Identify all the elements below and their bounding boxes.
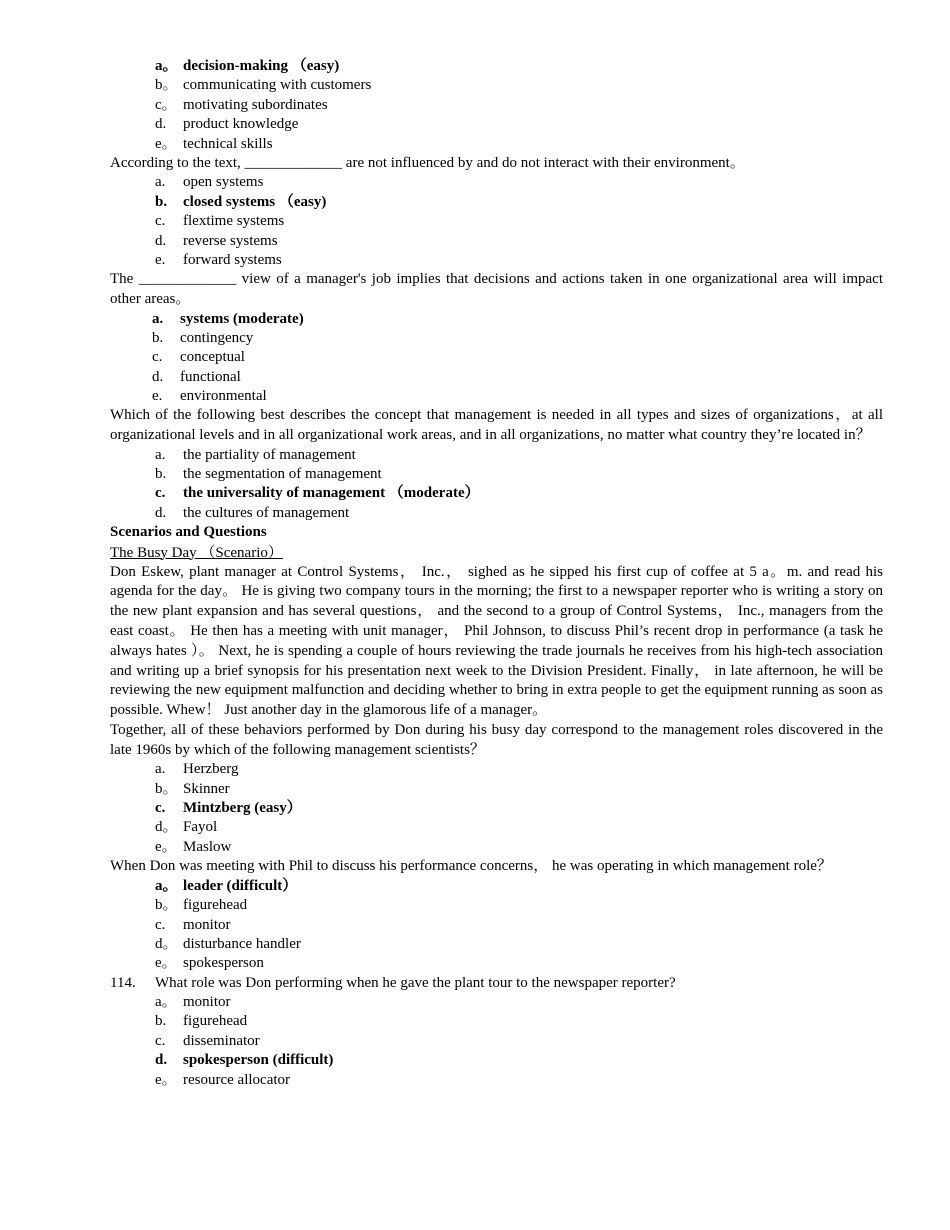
option-b xyxy=(110,76,883,95)
question-options xyxy=(110,57,883,154)
option-e xyxy=(110,954,883,973)
scenario-paragraph: Don Eskew, plant manager at Control Systems， Inc.， sighed as he sipped his first cup of coffee at 5 a。m. and read his agenda for the day。 He is giving two company tours in the morning; the first to a newspaper reporter who is writing a story on the new plant expansion and has several questions， and the second to a group of Control Systems， Inc., managers from the east coast。 He then has a meeting with unit manager， Phil Johnson, to discuss Phil’s recent drop in performance (a task he always hates ）。 Next, he is spending a couple of hours reviewing the trade journals he receives from his high-tech association and writing up a brief synopsis for his presentation next week to the Division President. Finally， in late afternoon, he will be reviewing the new equipment malfunction and deciding whether to bring in extra people to get the equipment running as soon as possible. Whew！ Just another day in the glamorous life of a manager。 xyxy=(110,563,883,719)
option-text: Herzberg xyxy=(183,761,239,778)
option-c xyxy=(110,799,883,818)
option-text: resource allocator xyxy=(183,1071,291,1088)
numbered-question xyxy=(110,974,883,993)
option-letter: d. xyxy=(155,232,167,249)
option-text: motivating subordinates xyxy=(183,96,328,113)
option-letter: e。 xyxy=(155,838,177,855)
option-text: reverse systems xyxy=(183,232,278,249)
option-e xyxy=(110,838,883,857)
option-d xyxy=(110,935,883,954)
option-text: closed systems （easy) xyxy=(183,193,327,210)
option-letter: b. xyxy=(155,193,168,210)
option-text: decision-making （easy) xyxy=(183,58,340,74)
option-c xyxy=(110,484,883,503)
question-number: 114. xyxy=(110,974,136,991)
option-b xyxy=(110,465,883,484)
option-a xyxy=(110,446,883,465)
question-text: When Don was meeting with Phil to discuss his performance concerns， he was operating in which management role？ xyxy=(110,858,832,875)
option-d xyxy=(110,368,883,387)
option-text: Fayol xyxy=(183,819,218,836)
option-letter: d。 xyxy=(155,935,178,952)
option-b xyxy=(110,896,883,915)
option-letter: a. xyxy=(155,446,166,463)
option-letter: b. xyxy=(152,329,164,346)
option-text: monitor xyxy=(183,994,231,1011)
option-a xyxy=(110,57,883,76)
section-heading: Scenarios and Questions xyxy=(110,524,267,541)
option-text: Mintzberg (easy） xyxy=(183,799,302,816)
option-letter: b。 xyxy=(155,897,178,914)
option-letter: d. xyxy=(155,504,167,521)
option-letter: d. xyxy=(155,116,167,133)
option-d xyxy=(110,1051,883,1070)
option-b xyxy=(110,193,883,212)
option-c xyxy=(110,348,883,367)
option-a xyxy=(110,760,883,779)
option-a xyxy=(110,310,883,329)
option-text: functional xyxy=(180,368,241,385)
question-options xyxy=(110,877,883,974)
option-text: spokesperson (difficult) xyxy=(183,1052,334,1069)
option-d xyxy=(110,115,883,134)
option-a xyxy=(110,993,883,1012)
option-text: product knowledge xyxy=(183,116,299,133)
option-e xyxy=(110,135,883,154)
option-letter: d. xyxy=(152,368,164,385)
option-e xyxy=(110,251,883,270)
option-text: figurehead xyxy=(183,897,248,914)
option-d xyxy=(110,232,883,251)
option-letter: b。 xyxy=(155,77,178,94)
option-c xyxy=(110,96,883,115)
option-d xyxy=(110,818,883,837)
scenario-title-text: The Busy Day （Scenario） xyxy=(110,544,283,561)
option-d xyxy=(110,504,883,523)
option-text: forward systems xyxy=(183,251,282,268)
option-letter: c. xyxy=(155,916,166,933)
option-text: environmental xyxy=(180,388,267,405)
scenario-title xyxy=(110,543,883,563)
option-text: figurehead xyxy=(183,1013,248,1030)
question-options xyxy=(110,173,883,270)
question-text: Which of the following best describes the concept that management is needed in all types and sizes of organizations，at all organizational levels and in all organizational work areas, and in all organizations, no matter what country they’re located in？ xyxy=(110,407,883,444)
option-text: contingency xyxy=(180,329,254,346)
option-letter: e。 xyxy=(155,135,177,152)
option-letter: a。 xyxy=(155,58,178,74)
option-text: leader (difficult） xyxy=(183,877,298,894)
option-letter: a. xyxy=(152,310,164,327)
option-text: Skinner xyxy=(183,780,230,797)
question-text: Together, all of these behaviors performed by Don during his busy day correspond to the management roles discovered in the late 1960s by which of the following management scientists？ xyxy=(110,721,883,758)
question-options xyxy=(110,446,883,524)
option-letter: c. xyxy=(155,799,166,816)
option-text: disturbance handler xyxy=(183,935,301,952)
option-b xyxy=(110,1012,883,1031)
question-options xyxy=(110,760,883,857)
option-c xyxy=(110,1032,883,1051)
question-options xyxy=(110,993,883,1090)
option-letter: c. xyxy=(152,349,163,366)
option-text: Maslow xyxy=(183,838,232,855)
option-text: conceptual xyxy=(180,349,245,366)
question-text: What role was Don performing when he gave the plant tour to the newspaper reporter? xyxy=(155,974,676,991)
option-a xyxy=(110,877,883,896)
option-e xyxy=(110,387,883,406)
option-letter: b. xyxy=(155,466,167,483)
option-text: open systems xyxy=(183,174,264,191)
option-text: spokesperson xyxy=(183,955,264,972)
option-a xyxy=(110,173,883,192)
option-letter: d. xyxy=(155,1052,168,1069)
document-page xyxy=(110,57,883,1090)
option-text: monitor xyxy=(183,916,231,933)
option-letter: e. xyxy=(152,388,163,405)
option-letter: c。 xyxy=(155,96,177,113)
option-letter: b。 xyxy=(155,780,178,797)
option-text: disseminator xyxy=(183,1032,260,1049)
option-letter: a. xyxy=(155,761,166,778)
option-text: communicating with customers xyxy=(183,77,372,94)
question-options xyxy=(110,310,883,407)
option-letter: c. xyxy=(155,485,166,502)
option-letter: c. xyxy=(155,1032,166,1049)
option-letter: e。 xyxy=(155,1071,177,1088)
option-c xyxy=(110,212,883,231)
option-letter: e. xyxy=(155,251,166,268)
option-letter: b. xyxy=(155,1013,167,1030)
option-b xyxy=(110,780,883,799)
option-text: the universality of management （moderate） xyxy=(183,485,480,502)
option-letter: a。 xyxy=(155,994,177,1011)
option-b xyxy=(110,329,883,348)
option-letter: e。 xyxy=(155,955,177,972)
option-text: the cultures of management xyxy=(183,504,350,521)
question-text: The _____________ view of a manager's job implies that decisions and actions taken in one organizational area will impact other areas。 xyxy=(110,271,883,307)
option-text: the partiality of management xyxy=(183,446,356,463)
option-text: flextime systems xyxy=(183,213,285,230)
option-letter: a。 xyxy=(155,877,178,894)
option-text: the segmentation of management xyxy=(183,466,382,483)
question-text: According to the text, _____________ are not influenced by and do not interact with their environment。 xyxy=(110,154,745,171)
option-text: technical skills xyxy=(183,135,273,152)
option-e xyxy=(110,1071,883,1090)
option-letter: d。 xyxy=(155,819,178,836)
option-letter: c. xyxy=(155,213,166,230)
option-c xyxy=(110,916,883,935)
option-letter: a. xyxy=(155,174,166,191)
option-text: systems (moderate) xyxy=(180,310,304,327)
